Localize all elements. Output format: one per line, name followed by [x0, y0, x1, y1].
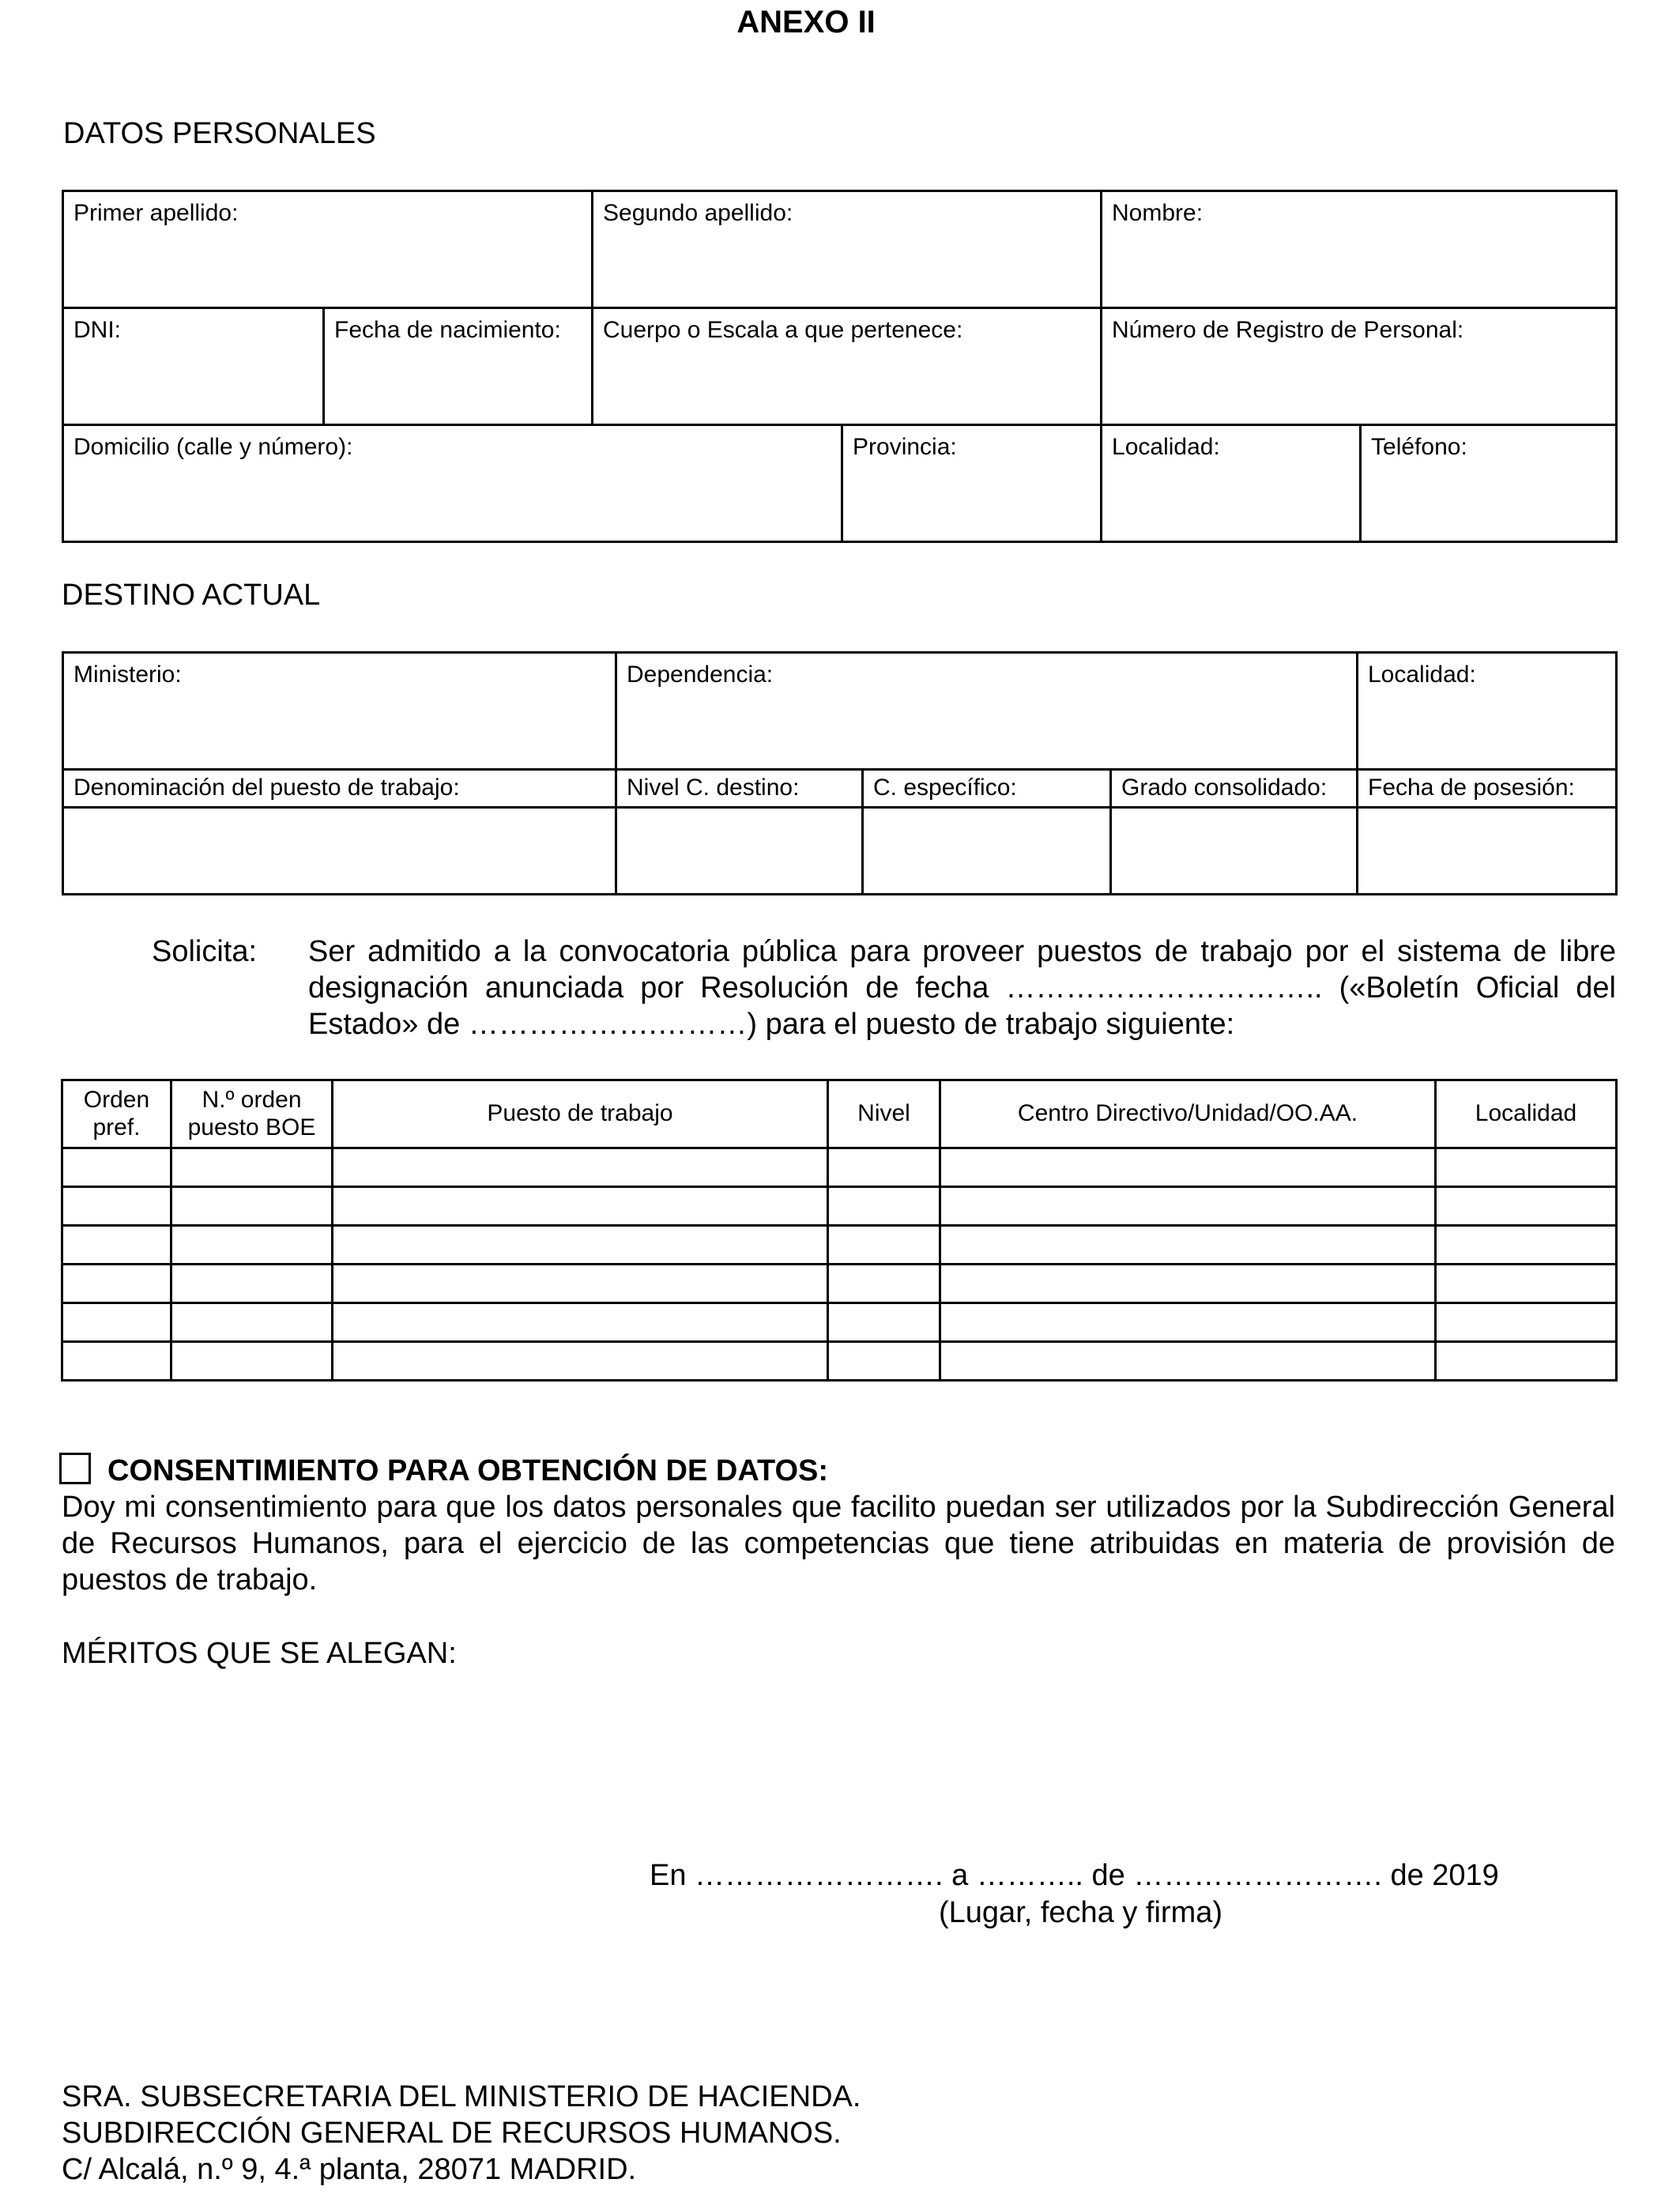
localidad-field[interactable]: Localidad:	[1102, 425, 1361, 542]
puestos-cell[interactable]	[333, 1187, 828, 1226]
puestos-cell[interactable]	[171, 1148, 333, 1187]
puestos-cell[interactable]	[1436, 1342, 1617, 1381]
nivel-destino-input[interactable]	[616, 808, 863, 895]
especifico-input[interactable]	[863, 808, 1111, 895]
puestos-cell[interactable]	[1436, 1303, 1617, 1342]
segundo-apellido-field[interactable]: Segundo apellido:	[593, 191, 1102, 308]
denominacion-puesto-label: Denominación del puesto de trabajo:	[63, 770, 616, 808]
localidad-header: Localidad	[1436, 1080, 1617, 1148]
dni-field[interactable]: DNI:	[63, 308, 324, 425]
puestos-cell[interactable]	[62, 1342, 171, 1381]
puestos-cell[interactable]	[940, 1265, 1436, 1303]
solicita-line-2: designación anunciada por Resolución de fecha ………………………….. («Boletín Oficial del	[308, 971, 1616, 1005]
solicita-line-1: Ser admitido a la convocatoria pública para proveer puestos de trabajo por el sistema de libre	[308, 935, 1616, 968]
dependencia-field[interactable]: Dependencia:	[616, 653, 1358, 770]
puestos-cell[interactable]	[333, 1303, 828, 1342]
destino-actual-heading: DESTINO ACTUAL	[62, 579, 321, 612]
datos-personales-heading: DATOS PERSONALES	[63, 117, 376, 150]
puestos-cell[interactable]	[333, 1265, 828, 1303]
telefono-field[interactable]: Teléfono:	[1361, 425, 1617, 542]
puestos-cell[interactable]	[333, 1342, 828, 1381]
nivel-header: Nivel	[828, 1080, 940, 1148]
domicilio-field[interactable]: Domicilio (calle y número):	[63, 425, 842, 542]
puestos-cell[interactable]	[828, 1226, 940, 1265]
firma-line: En ……………………. a ……….. de ……………………. de 2019	[650, 1859, 1499, 1892]
orden-boe-header: N.º orden puesto BOE	[171, 1080, 333, 1148]
datos-personales-table	[62, 190, 1618, 543]
puestos-cell[interactable]	[1436, 1187, 1617, 1226]
destino-actual-table	[62, 651, 1618, 895]
puestos-row	[62, 1265, 1617, 1303]
puestos-row	[62, 1226, 1617, 1265]
puestos-cell[interactable]	[940, 1303, 1436, 1342]
cuerpo-escala-field[interactable]: Cuerpo o Escala a que pertenece:	[593, 308, 1102, 425]
firma-caption: (Lugar, fecha y firma)	[939, 1896, 1223, 1929]
fecha-nacimiento-field[interactable]: Fecha de nacimiento:	[324, 308, 593, 425]
puestos-cell[interactable]	[1436, 1148, 1617, 1187]
consentimiento-text: Doy mi consentimiento para que los datos personales que facilito puedan ser utilizados por la Subdirección General de Recursos Humanos, para el ejercicio de las competencias que tiene atribuidas en materia de provisión de puestos de trabajo.	[62, 1491, 1615, 1596]
grado-consolidado-input[interactable]	[1111, 808, 1358, 895]
destinatario-line-3: C/ Alcalá, n.º 9, 4.ª planta, 28071 MADRID.	[62, 2153, 637, 2186]
nombre-field[interactable]: Nombre:	[1102, 191, 1617, 308]
puestos-cell[interactable]	[333, 1226, 828, 1265]
solicita-line-3: Estado» de ……………….………) para el puesto de trabajo siguiente:	[308, 1008, 1235, 1041]
puestos-cell[interactable]	[828, 1148, 940, 1187]
destinatario-line-1: SRA. SUBSECRETARIA DEL MINISTERIO DE HACIENDA.	[62, 2080, 861, 2113]
puestos-cell[interactable]	[171, 1265, 333, 1303]
puestos-cell[interactable]	[171, 1226, 333, 1265]
puestos-cell[interactable]	[940, 1187, 1436, 1226]
puestos-body	[62, 1148, 1617, 1381]
puestos-header-row	[62, 1080, 1617, 1148]
destino-localidad-field[interactable]: Localidad:	[1358, 653, 1617, 770]
puestos-cell[interactable]	[62, 1265, 171, 1303]
puestos-cell[interactable]	[940, 1148, 1436, 1187]
nivel-destino-label: Nivel C. destino:	[616, 770, 863, 808]
consentimiento-checkbox[interactable]	[59, 1453, 91, 1484]
solicita-label: Solicita:	[152, 935, 258, 968]
puestos-cell[interactable]	[333, 1148, 828, 1187]
puestos-table	[61, 1079, 1618, 1382]
puestos-cell[interactable]	[171, 1303, 333, 1342]
meritos-heading: MÉRITOS QUE SE ALEGAN:	[62, 1637, 457, 1670]
destinatario-block	[62, 2079, 861, 2188]
especifico-label: C. específico:	[863, 770, 1111, 808]
puestos-cell[interactable]	[62, 1187, 171, 1226]
puestos-cell[interactable]	[828, 1303, 940, 1342]
puestos-cell[interactable]	[171, 1342, 333, 1381]
puestos-cell[interactable]	[940, 1226, 1436, 1265]
puestos-cell[interactable]	[62, 1303, 171, 1342]
denominacion-puesto-input[interactable]	[63, 808, 616, 895]
puestos-row	[62, 1303, 1617, 1342]
registro-personal-field[interactable]: Número de Registro de Personal:	[1102, 308, 1617, 425]
puestos-row	[62, 1187, 1617, 1226]
fecha-posesion-input[interactable]	[1358, 808, 1617, 895]
page-title: ANEXO II	[736, 5, 876, 40]
grado-consolidado-label: Grado consolidado:	[1111, 770, 1358, 808]
puestos-row	[62, 1148, 1617, 1187]
puesto-trabajo-header: Puesto de trabajo	[333, 1080, 828, 1148]
puestos-cell[interactable]	[1436, 1265, 1617, 1303]
puestos-cell[interactable]	[1436, 1226, 1617, 1265]
puestos-cell[interactable]	[940, 1342, 1436, 1381]
puestos-row	[62, 1342, 1617, 1381]
ministerio-field[interactable]: Ministerio:	[63, 653, 616, 770]
consentimiento-heading: CONSENTIMIENTO PARA OBTENCIÓN DE DATOS:	[107, 1454, 829, 1487]
puestos-cell[interactable]	[171, 1187, 333, 1226]
provincia-field[interactable]: Provincia:	[842, 425, 1102, 542]
centro-directivo-header: Centro Directivo/Unidad/OO.AA.	[940, 1080, 1436, 1148]
puestos-cell[interactable]	[828, 1342, 940, 1381]
puestos-cell[interactable]	[828, 1265, 940, 1303]
solicita-text	[308, 933, 1616, 1042]
puestos-cell[interactable]	[828, 1187, 940, 1226]
puestos-cell[interactable]	[62, 1148, 171, 1187]
fecha-posesion-label: Fecha de posesión:	[1358, 770, 1617, 808]
orden-pref-header: Orden pref.	[62, 1080, 171, 1148]
puestos-cell[interactable]	[62, 1226, 171, 1265]
destinatario-line-2: SUBDIRECCIÓN GENERAL DE RECURSOS HUMANOS.	[62, 2117, 842, 2150]
primer-apellido-field[interactable]: Primer apellido:	[63, 191, 593, 308]
